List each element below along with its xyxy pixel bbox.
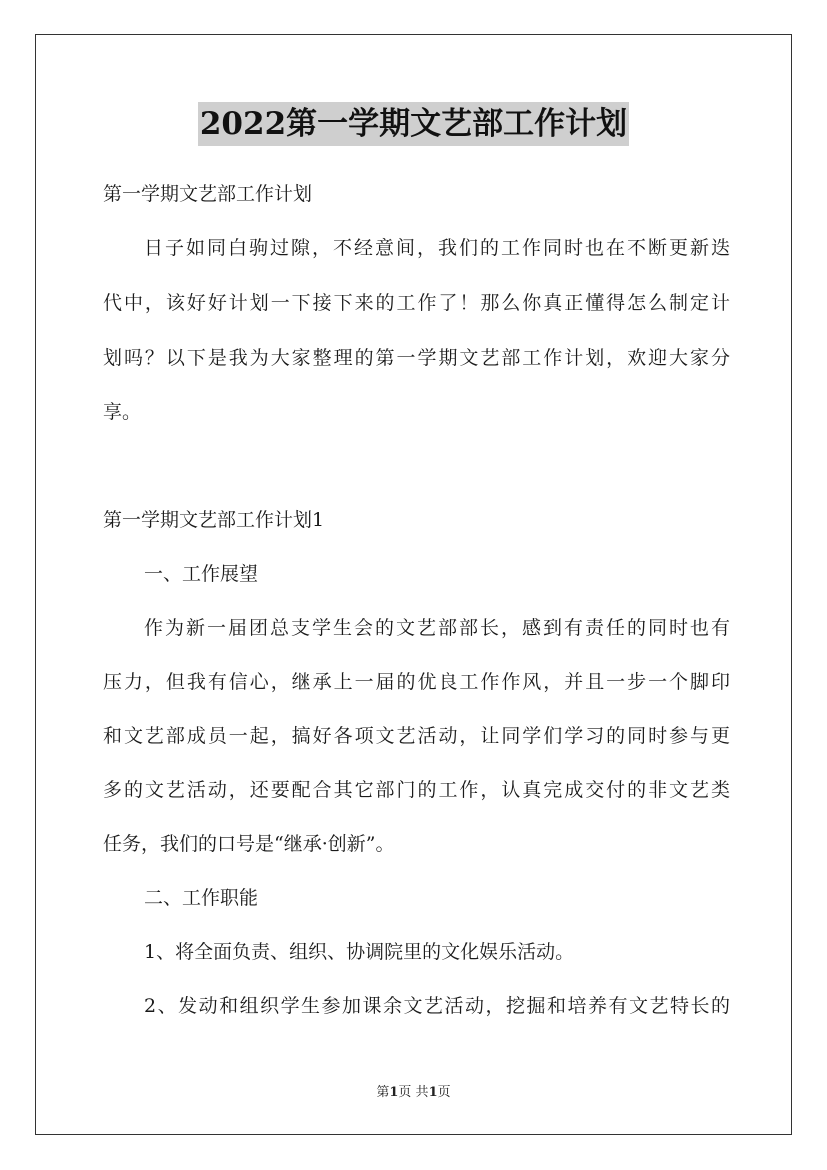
footer-page-number: 1 bbox=[389, 1085, 399, 1100]
page-footer bbox=[0, 1084, 827, 1102]
paragraph-line: 压力，但我有信心，继承上一届的优良工作作风，并且一步一个脚印 bbox=[103, 671, 730, 693]
footer-total-suffix: 页 bbox=[437, 1085, 451, 1100]
section-title: 第一学期文艺部工作计划1 bbox=[103, 509, 325, 531]
intro-line: 日子如同白驹过隙，不经意间，我们的工作同时也在不断更新迭 bbox=[144, 237, 730, 259]
document-title-text: 2022第一学期文艺部工作计划 bbox=[198, 102, 629, 146]
paragraph-line: 和文艺部成员一起，搞好各项文艺活动，让同学们学习的同时参与更 bbox=[103, 725, 730, 747]
subtitle: 第一学期文艺部工作计划 bbox=[103, 183, 313, 205]
paragraph-line: 多的文艺活动，还要配合其它部门的工作，认真完成交付的非文艺类 bbox=[103, 779, 730, 801]
list-item: 1、将全面负责、组织、协调院里的文化娱乐活动。 bbox=[144, 941, 575, 963]
footer-total-number: 1 bbox=[428, 1085, 438, 1100]
paragraph-line: 任务，我们的口号是“继承·创新”。 bbox=[103, 833, 395, 855]
list-item: 2、发动和组织学生参加课余文艺活动，挖掘和培养有文艺特长的 bbox=[144, 995, 730, 1017]
document-title bbox=[0, 102, 827, 146]
footer-page-label: 第 bbox=[376, 1085, 390, 1100]
intro-line: 享。 bbox=[103, 401, 142, 423]
paragraph-line: 作为新一届团总支学生会的文艺部部长，感到有责任的同时也有 bbox=[144, 617, 730, 639]
heading-work-functions: 二、工作职能 bbox=[144, 887, 259, 909]
intro-line: 代中，该好好计划一下接下来的工作了！那么你真正懂得怎么制定计 bbox=[103, 292, 730, 314]
intro-line: 划吗？以下是我为大家整理的第一学期文艺部工作计划，欢迎大家分 bbox=[103, 347, 730, 369]
heading-work-outlook: 一、工作展望 bbox=[144, 563, 259, 585]
footer-page-suffix: 页 共 bbox=[398, 1085, 429, 1100]
